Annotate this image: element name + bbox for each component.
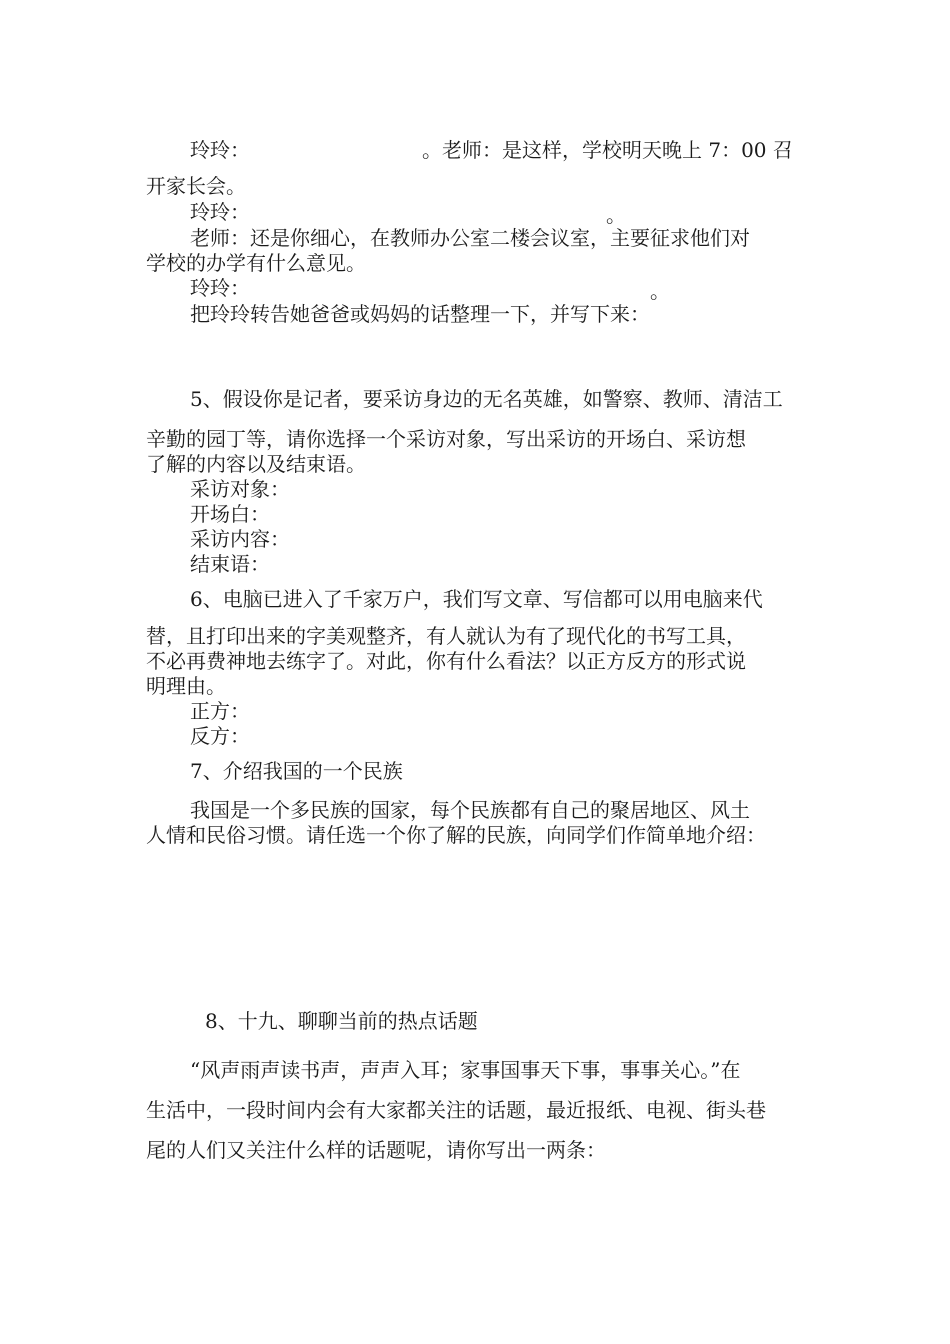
q8-title: 8、十九、聊聊当前的热点话题 (205, 1009, 478, 1033)
q7-title: 7、介绍我国的一个民族 (190, 759, 403, 783)
q8-line-3: 尾的人们又关注什么样的话题呢，请你写出一两条： (146, 1138, 606, 1162)
q5-line-3: 了解的内容以及结束语。 (146, 452, 366, 476)
dialog-line-3: 老师：还是你细心，在教师办公室二楼会议室，主要征求他们对 (190, 226, 750, 250)
dialog-line-4-end: 。 (650, 279, 670, 303)
dialog-line-2-speaker: 玲玲： (190, 200, 250, 224)
q8-line-1: “风声雨声读书声，声声入耳；家事国事天下事，事事关心。”在 (190, 1058, 741, 1082)
dialog-line-1-continuation: 开家长会。 (146, 174, 246, 198)
q5-field-closing: 结束语： (190, 552, 270, 576)
dialog-line-4-speaker: 玲玲： (190, 276, 250, 300)
q5-line-2: 辛勤的园丁等，请你选择一个采访对象，写出采访的开场白、采访想 (146, 427, 746, 451)
dialog-line-2-end: 。 (606, 203, 626, 227)
q5-field-content: 采访内容： (190, 527, 290, 551)
q6-field-pro: 正方： (190, 699, 250, 723)
q6-line-2: 替，且打印出来的字美观整齐，有人就认为有了现代化的书写工具， (146, 624, 746, 648)
q8-line-2: 生活中，一段时间内会有大家都关注的话题，最近报纸、电视、街头巷 (146, 1098, 766, 1122)
dialog-line-1-rest: 。老师：是这样，学校明天晚上 7：00 召 (422, 138, 793, 162)
q5-field-opening: 开场白： (190, 502, 270, 526)
q6-field-con: 反方： (190, 724, 250, 748)
q5-line-1: 5、假设你是记者，要采访身边的无名英雄，如警察、教师、清洁工 (190, 387, 783, 411)
dialog-line-1-speaker: 玲玲： (190, 138, 250, 162)
q6-line-1: 6、电脑已进入了千家万户，我们写文章、写信都可以用电脑来代 (190, 587, 763, 611)
q5-field-subject: 采访对象： (190, 477, 290, 501)
q7-line-2: 人情和民俗习惯。请任选一个你了解的民族，向同学们作简单地介绍： (146, 823, 766, 847)
dialog-line-3-continuation: 学校的办学有什么意见。 (146, 251, 366, 275)
dialog-instruction: 把玲玲转告她爸爸或妈妈的话整理一下，并写下来： (190, 302, 650, 326)
q6-line-3: 不必再费神地去练字了。对此，你有什么看法？以正方反方的形式说 (146, 649, 746, 673)
q7-line-1: 我国是一个多民族的国家，每个民族都有自己的聚居地区、风土 (190, 798, 750, 822)
q6-line-4: 明理由。 (146, 674, 226, 698)
